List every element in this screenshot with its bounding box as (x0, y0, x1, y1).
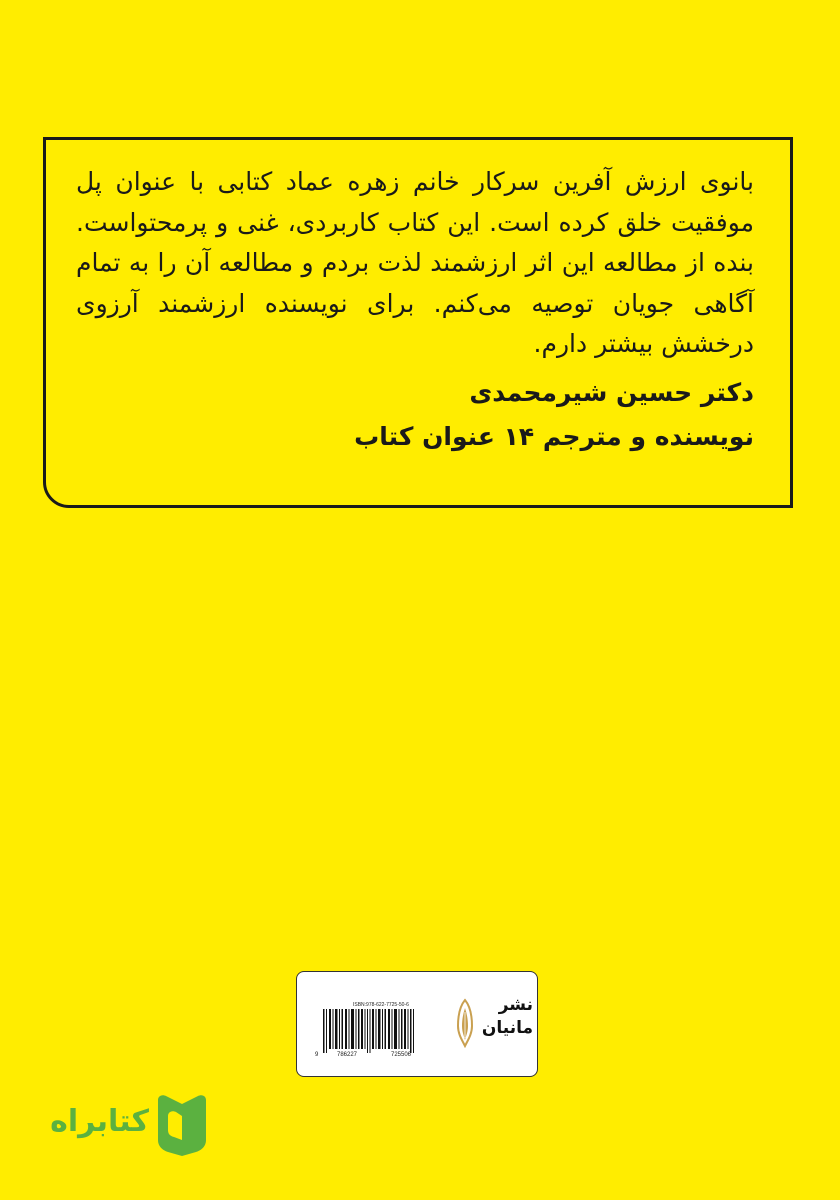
isbn-barcode (315, 1004, 425, 1062)
barcode-card (296, 971, 538, 1077)
publisher-line-1: نشر (498, 995, 533, 1015)
endorser-name: دکتر حسین شیرمحمدی (469, 377, 754, 407)
endorser-title: نویسنده و مترجم ۱۴ عنوان کتاب (354, 421, 754, 451)
barcode-digit-group: 725506 (391, 1052, 412, 1058)
barcode-bars-icon (323, 1009, 433, 1055)
ketabrah-logo (34, 1092, 214, 1156)
barcode-digit-group: 9 (315, 1052, 319, 1058)
publisher-pen-icon (455, 998, 475, 1048)
isbn-text: ISBN:978-622-7725-50-6 (353, 1002, 409, 1008)
publisher-logo-text (483, 994, 533, 1040)
endorsement-box (43, 137, 793, 508)
store-name: کتابراه (50, 1104, 149, 1139)
barcode-digit-group: 786227 (337, 1052, 358, 1058)
book-leaf-icon (152, 1092, 212, 1156)
endorsement-text: بانوی ارزش آفرین سرکار خانم زهره عماد کتابی با عنوان پل موفقیت خلق کرده است. این کتاب کاربردی، غنی و پرمحتواست. بنده از مطالعه این اثر ارزشمند لذت بردم و مطالعه آن را به تمام آگاهی جویان توصیه می‌کنم. برای نویسنده ارزشمند آرزوی درخشش بیشتر دارم. (76, 167, 754, 358)
publisher-line-2: مانیان (481, 1018, 533, 1038)
